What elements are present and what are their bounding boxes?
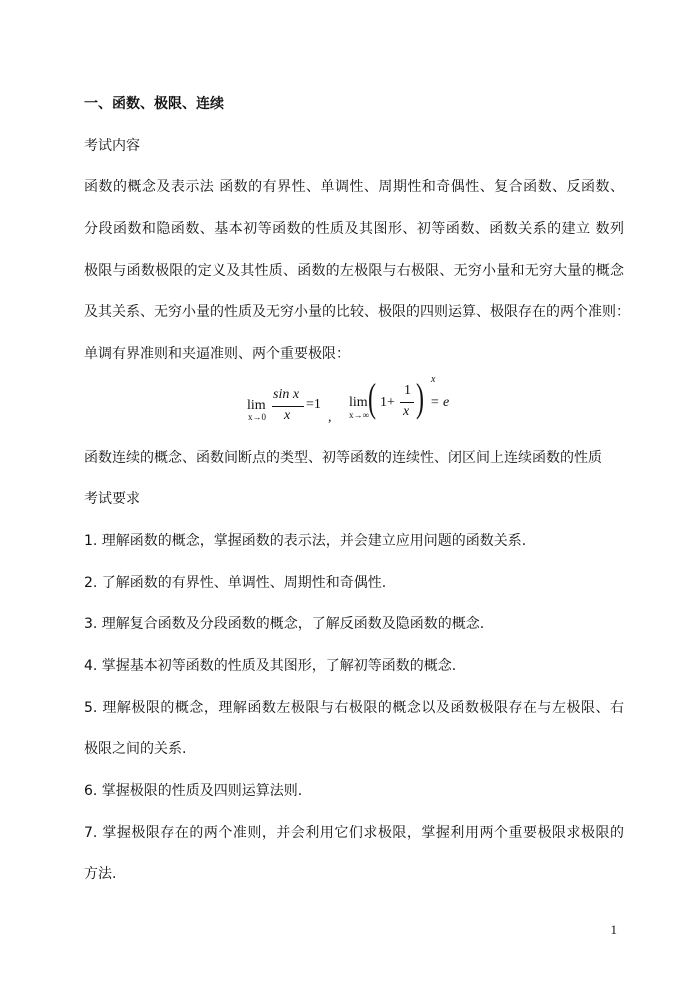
requirement-item: 5. 理解极限的概念，理解函数左极限与右极限的概念以及函数极限存在与左极限、右 <box>84 700 624 716</box>
requirements-label: 考试要求 <box>84 491 140 507</box>
continuity-line: 函数连续的概念、函数间断点的类型、初等函数的连续性、闭区间上连续函数的性质 <box>84 450 602 466</box>
requirement-item: 3. 理解复合函数及分段函数的概念，了解反函数及隐函数的概念. <box>84 616 485 632</box>
content-line: 函数的概念及表示法 函数的有界性、单调性、周期性和奇偶性、复合函数、反函数、 <box>84 179 624 195</box>
fraction-1-numerator: sin x <box>273 387 300 402</box>
limit-formula <box>240 374 470 430</box>
lim-1-subscript: x→0 <box>248 412 266 422</box>
one-plus: 1+ <box>380 395 395 410</box>
content-line: 单调有界准则和夹逼准则、两个重要极限： <box>84 346 350 362</box>
exponent: x <box>431 374 436 385</box>
requirement-item: 6. 掌握极限的性质及四则运算法则. <box>84 783 303 799</box>
fraction-2-numerator: 1 <box>404 383 411 398</box>
right-paren: ) <box>416 375 424 420</box>
lim-2-subscript: x→∞ <box>349 410 369 420</box>
fraction-1-denominator: x <box>284 408 291 423</box>
requirement-item-continued: 极限之间的关系. <box>84 741 187 757</box>
content-label: 考试内容 <box>84 138 140 154</box>
formula-comma: , <box>328 410 332 425</box>
requirement-item-continued: 方法. <box>84 866 117 882</box>
section-heading: 一、函数、极限、连续 <box>84 96 224 112</box>
requirement-item: 7. 掌握极限存在的两个准则，并会利用它们求极限，掌握利用两个重要极限求极限的 <box>84 825 624 841</box>
fraction-2-denominator: x <box>403 404 410 419</box>
content-line: 极限与函数极限的定义及其性质、函数的左极限与右极限、无穷小量和无穷大量的概念 <box>84 263 624 279</box>
page-number: 1 <box>610 922 617 937</box>
fraction-1-bar <box>272 406 304 407</box>
requirement-item: 2. 了解函数的有界性、单调性、周期性和奇偶性. <box>84 575 387 591</box>
content-line: 及其关系、无穷小量的性质及无穷小量的比较、极限的四则运算、极限存在的两个准则： <box>84 304 630 320</box>
equals-one: =1 <box>306 397 321 412</box>
requirement-item: 4. 掌握基本初等函数的性质及其图形，了解初等函数的概念. <box>84 658 457 674</box>
lim-2: lim <box>349 395 368 410</box>
lim-1: lim <box>247 398 266 413</box>
fraction-2-bar <box>400 402 414 403</box>
content-line: 分段函数和隐函数、基本初等函数的性质及其图形、初等函数、函数关系的建立 数列 <box>84 221 624 237</box>
requirement-item: 1. 理解函数的概念，掌握函数的表示法，并会建立应用问题的函数关系. <box>84 533 527 549</box>
equals-e: = e <box>430 395 450 410</box>
left-paren: ( <box>368 375 376 420</box>
